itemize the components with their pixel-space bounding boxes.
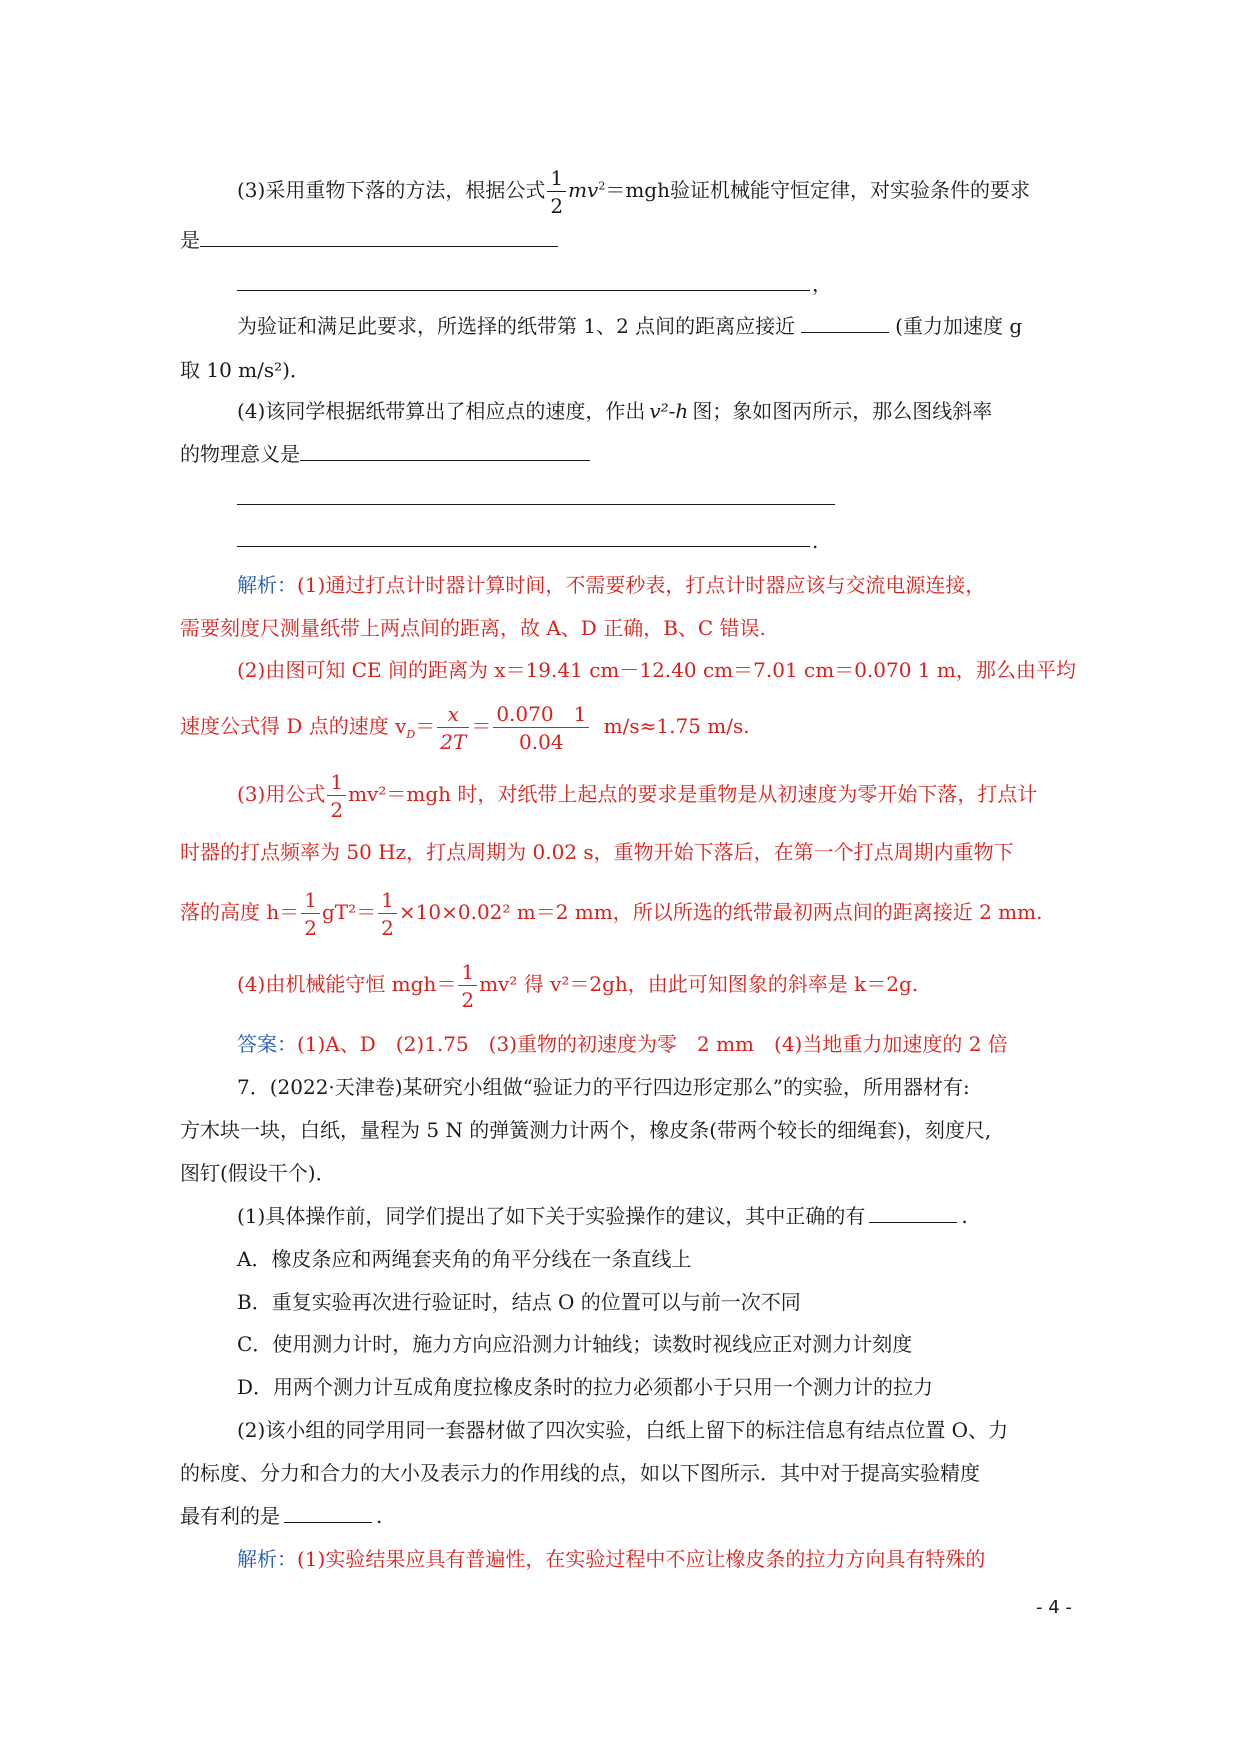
answer-blank[interactable] [300,440,590,461]
q6-part3-line1: (3)采用重物下落的方法，根据公式 $\frac{1}{2}$ $mv^2=mgh$验证机械能守恒定律，对实验条件的要求 [237,165,1030,218]
q7-line3: 图钉(假设干个)． [180,1161,336,1185]
q7-part2-line3: 最有利的是 . [180,1504,383,1528]
analysis6-line8: (4)由机械能守恒 mgh＝ $\frac{1}{2}$ mv² 得 v²＝2gh，由此可知图象的斜率是 k＝2g. [237,959,919,1012]
q7-line2: 方木块一块，白纸，量程为 5 N 的弹簧测力计两个，橡皮条(带两个较长的细绳套)，刻度尺, [180,1118,992,1142]
answer-label: 答案： [237,1032,297,1056]
fraction-one-half: $\frac{1}{2}$ [458,962,477,1010]
q6-part3-suffix: 验证机械能守恒定律，对实验条件的要求 [670,178,1030,202]
q7-option-c: C．使用测力计时，施力方向应沿测力计轴线；读数时视线应正对测力计刻度 [237,1332,913,1356]
page-number: - 4 - [1036,1597,1072,1618]
q7-option-d: D．用两个测力计互成角度拉橡皮条时的拉力必须都小于只用一个测力计的拉力 [237,1375,934,1399]
analysis6-line4: 速度公式得 D 点的速度 $v_D=$ $\frac{x}{2T}$ ＝ $\frac{0.070 1}{0.04}$ m/s≈1.75 m/s. [180,701,750,754]
analysis7-line1: 解析：(1)实验结果应具有普遍性，在实验过程中不应让橡皮条的拉力方向具有特殊的 [237,1547,986,1571]
q6-part4-line2: 的物理意义是 [180,440,590,468]
q7-option-a: A．橡皮条应和两绳套夹角的角平分线在一条直线上 [237,1247,692,1271]
fraction-one-half: $\frac{1}{2}$ [547,168,566,216]
answer-blank-line[interactable] [237,546,810,547]
fraction-one-half: $\frac{1}{2}$ [327,772,346,820]
q7-part2-line1: (2)该小组的同学用同一套器材做了四次实验，白纸上留下的标注信息有结点位置 O、力 [237,1418,1009,1442]
fraction-distance-over-time: $\frac{0.070 1}{0.04}$ [493,704,589,752]
analysis-label: 解析： [237,573,297,597]
analysis6-line5: (3)用公式 $\frac{1}{2}$ mv²＝mgh 时，对纸带上起点的要求是重物是从初速度为零开始下落，打点计 [237,769,1038,822]
q7-option-b: B．重复实验再次进行验证时，结点 O 的位置可以与前一次不同 [237,1290,801,1314]
answer-blank[interactable] [801,312,889,333]
q6-part4-line1: (4)该同学根据纸带算出了相应点的速度，作出 v²-h 图；象如图丙所示，那么图线斜率 [237,399,993,423]
q7-part1: (1)具体操作前，同学们提出了如下关于实验操作的建议，其中正确的有 . [237,1204,968,1228]
answer6: 答案：(1)A、D (2)1.75 (3)重物的初速度为零 2 mm (4)当地重力加速度的 2 倍 [237,1032,1008,1056]
q7-line1: 7．(2022·天津卷)某研究小组做“验证力的平行四边形定那么”的实验，所用器材有: [237,1075,970,1099]
analysis6-line6: 时器的打点频率为 50 Hz，打点周期为 0.02 s，重物开始下落后，在第一个打点周期内重物下 [180,840,1014,864]
q6-part4-end: . [812,529,819,553]
q6-part3-comma: ， [812,272,832,296]
formula-eq-mgh: ＝mgh [605,178,670,202]
fraction-one-half: $\frac{1}{2}$ [378,890,397,938]
answer-blank[interactable] [200,226,558,247]
analysis6-line7: 落的高度 h＝ $\frac{1}{2}$ gT²＝ $\frac{1}{2}$ ×10×0.02² m＝2 mm，所以所选的纸带最初两点间的距离接近 2 mm. [180,887,1043,940]
analysis6-line2: 需要刻度尺测量纸带上两点间的距离，故 A、D 正确，B、C 错误. [180,616,766,640]
q6-part3-line2: 是 [180,226,558,254]
fraction-x-over-2t: $\frac{x}{2T}$ [437,704,469,752]
q6-part3-line4: 为验证和满足此要求，所选择的纸带第 1、2 点间的距离应接近 (重力加速度 g [237,314,1023,338]
answer-blank-line[interactable] [237,290,810,291]
analysis6-line1: 解析：(1)通过打点计时器计算时间，不需要秒表，打点计时器应该与交流电源连接， [237,573,986,597]
q6-part3-prefix: (3)采用重物下落的方法，根据公式 [237,178,546,202]
analysis-label: 解析： [237,1547,297,1571]
answer-blank[interactable] [869,1202,957,1223]
answer-blank-line[interactable] [237,504,835,505]
q6-part3-line5: 取 10 m/s²)． [180,358,310,382]
fraction-one-half: $\frac{1}{2}$ [301,890,320,938]
analysis6-line3: (2)由图可知 CE 间的距离为 x＝19.41 cm－12.40 cm＝7.01 cm＝0.070 1 m，那么由平均 [237,658,1076,682]
answer-blank[interactable] [284,1502,372,1523]
formula-mv2: mv [568,178,599,202]
q7-part2-line2: 的标度、分力和合力的大小及表示力的作用线的点，如以下图所示．其中对于提高实验精度 [180,1461,980,1485]
